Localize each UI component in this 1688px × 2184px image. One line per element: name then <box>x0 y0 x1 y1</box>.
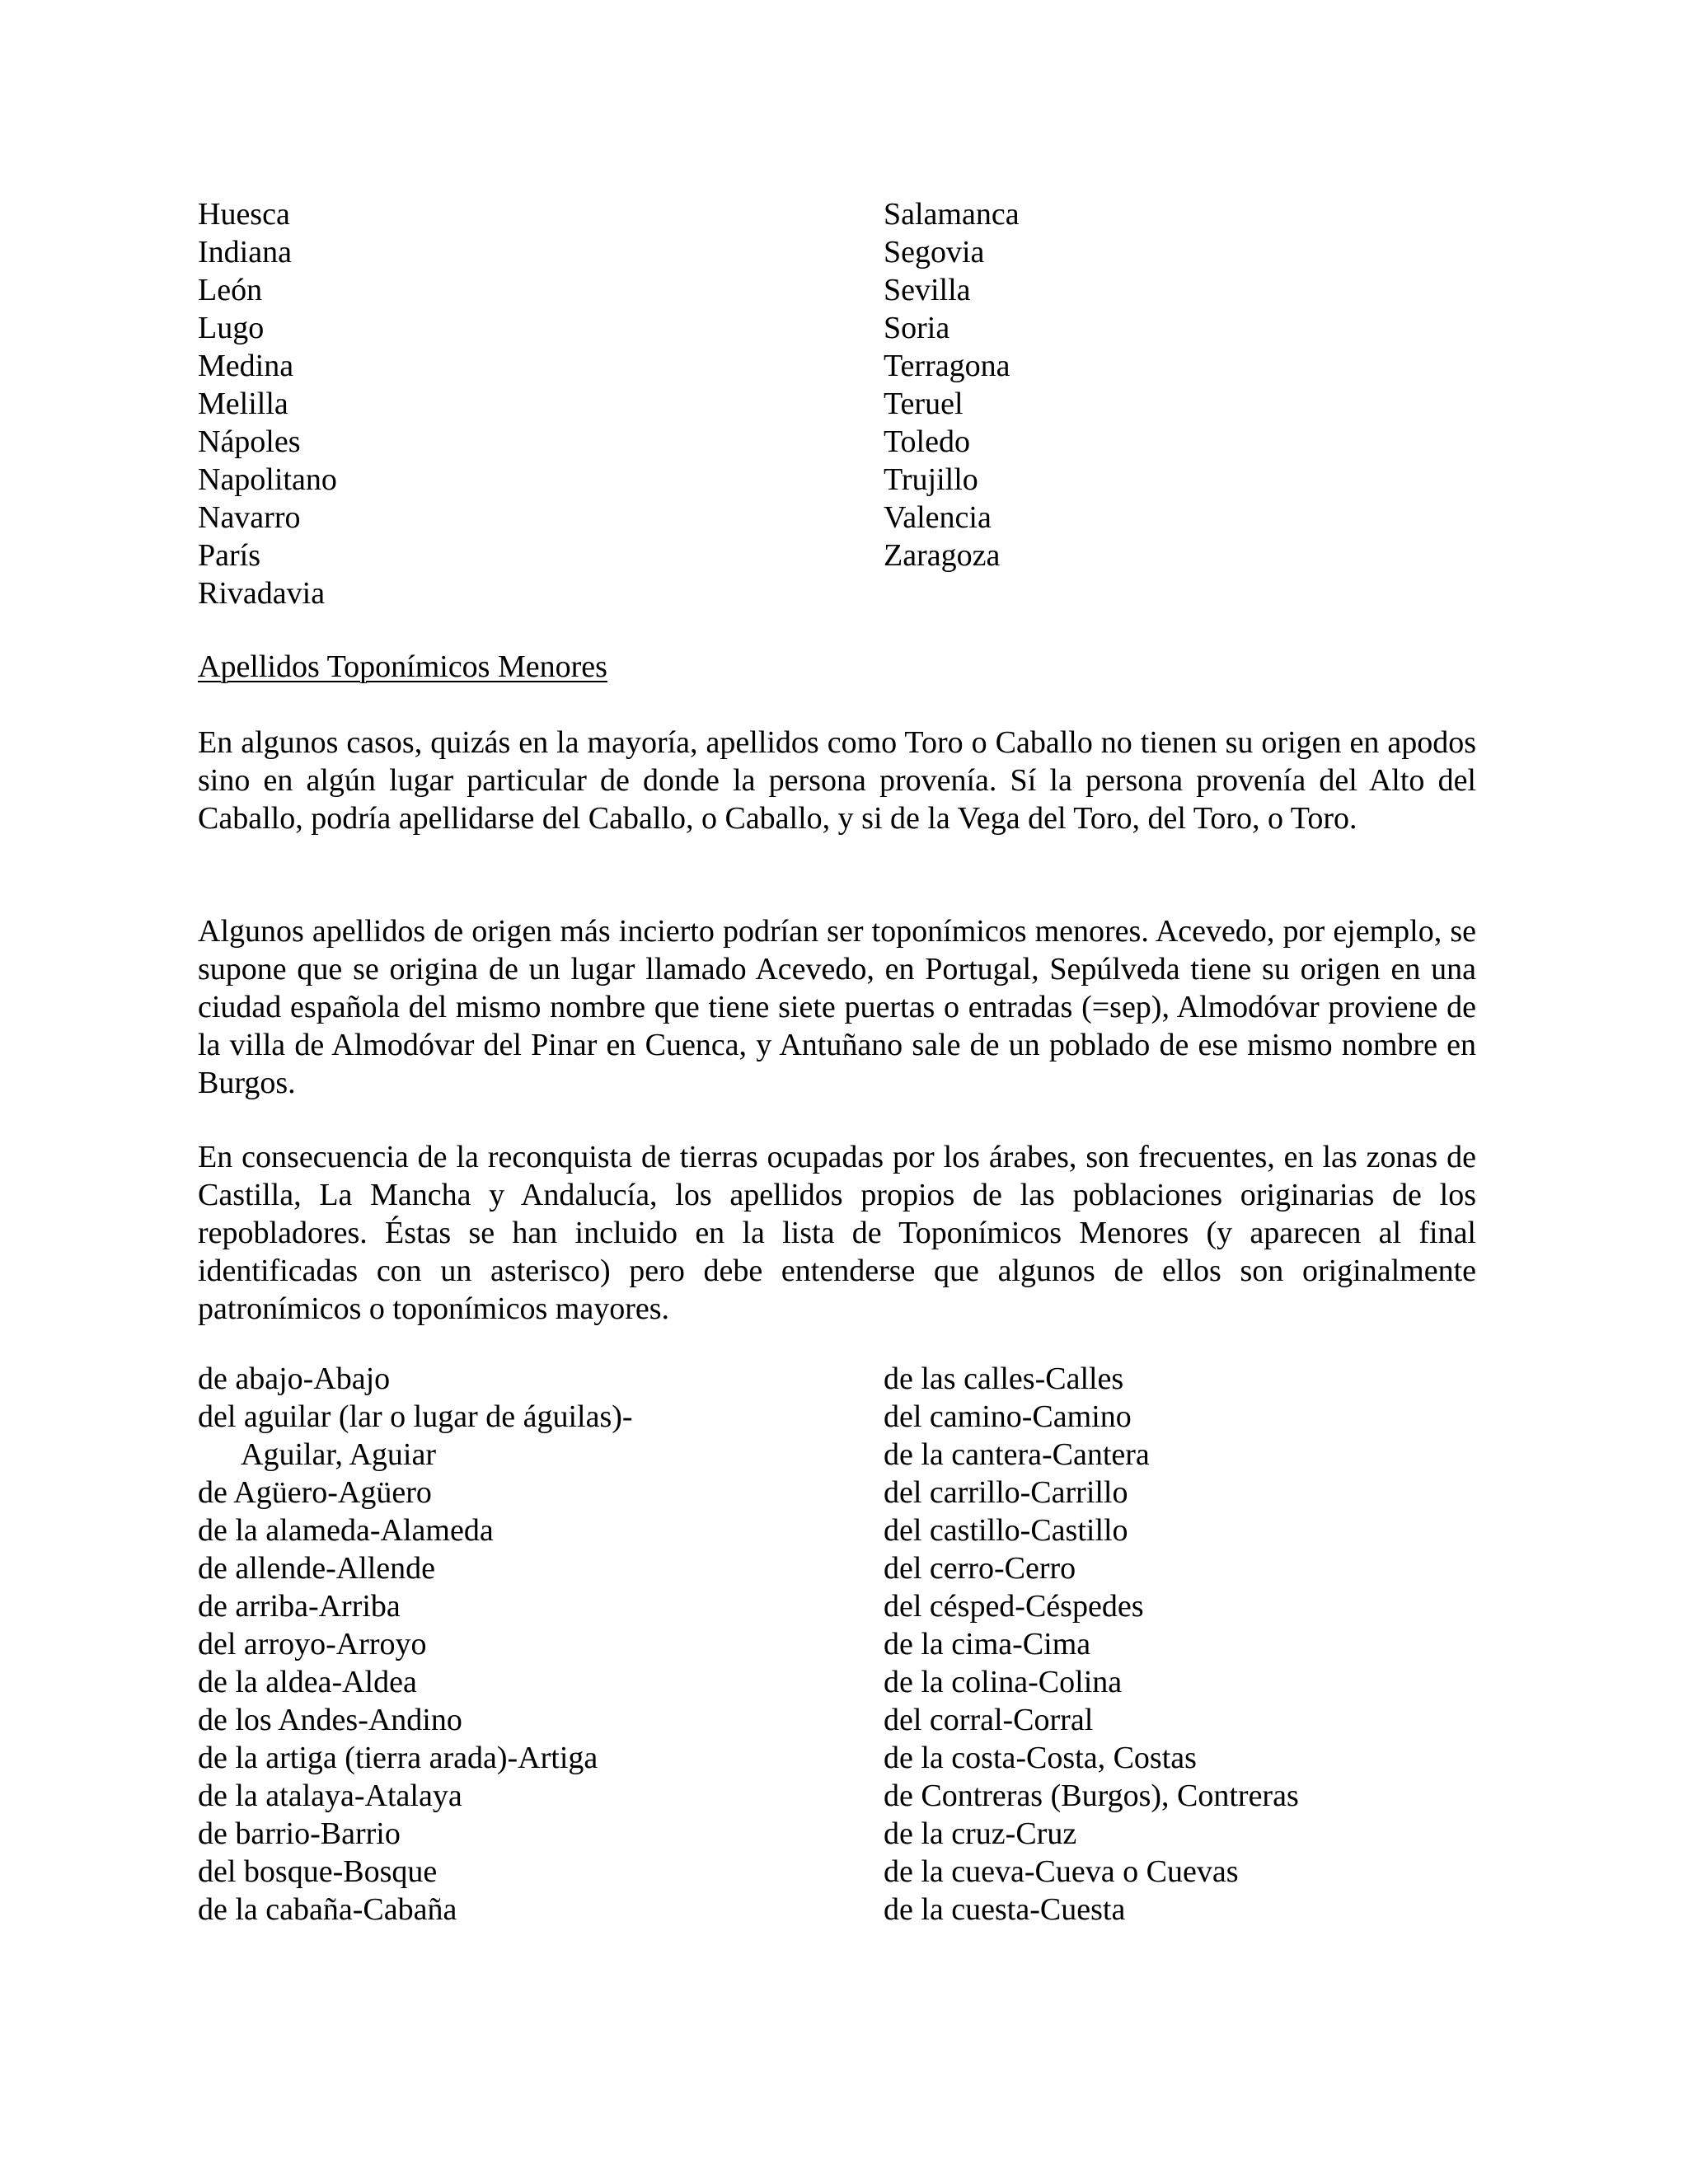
list-item: de las calles-Calles <box>884 1361 1124 1396</box>
list-item: París <box>198 538 260 573</box>
list-item: de la cruz-Cruz <box>884 1816 1077 1851</box>
toponym-column-right <box>884 1360 1484 1929</box>
list-item: Toledo <box>884 424 970 459</box>
body-paragraph: Algunos apellidos de origen más incierto podrían ser toponímicos menores. Acevedo, por ejemplo, se supone que se origina de un lugar llamado Acevedo, en Portugal, Sepúlveda tiene su origen en una ciudad española del mismo nombre que tiene siete puertas o entradas (=sep), Almodóvar proviene de la villa de Almodóvar del Pinar en Cuenca, y Antuñano sale de un poblado de ese mismo nombre en Burgos. <box>198 914 1476 1100</box>
list-item: del camino-Camino <box>884 1399 1132 1434</box>
list-item: de la cueva-Cueva o Cuevas <box>884 1854 1239 1889</box>
list-item: Trujillo <box>884 462 978 497</box>
list-item: Sevilla <box>884 273 971 307</box>
list-item: Medina <box>198 349 294 383</box>
list-item: Napolitano <box>198 462 337 497</box>
list-item: del aguilar (lar o lugar de águilas)- <box>198 1399 633 1434</box>
list-item: de la cantera-Cantera <box>884 1437 1150 1472</box>
list-item: del césped-Céspedes <box>884 1589 1144 1624</box>
list-item: Segovia <box>884 235 985 269</box>
list-item: de la cima-Cima <box>884 1627 1091 1661</box>
list-item: de arriba-Arriba <box>198 1589 401 1624</box>
place-name-column-right <box>884 195 1484 574</box>
list-item: de la cuesta-Cuesta <box>884 1892 1126 1927</box>
list-item: Soria <box>884 311 950 345</box>
list-item: Melilla <box>198 387 288 421</box>
list-item: del castillo-Castillo <box>884 1513 1128 1548</box>
place-name-column-left <box>198 195 874 612</box>
list-item: del corral-Corral <box>884 1703 1094 1737</box>
body-paragraph: En algunos casos, quizás en la mayoría, apellidos como Toro o Caballo no tienen su origen en apodos sino en algún lugar particular de donde la persona provenía. Sí la persona provenía del Alto del Caballo, podría apellidarse del Caballo, o Caballo, y si de la Vega del Toro, del Toro, o Toro. <box>198 725 1476 836</box>
list-item: del carrillo-Carrillo <box>884 1475 1128 1510</box>
list-item: Aguilar, Aguiar <box>241 1437 436 1472</box>
list-item: del bosque-Bosque <box>198 1854 438 1889</box>
list-item: del cerro-Cerro <box>884 1551 1076 1586</box>
toponym-list <box>198 1360 1484 1937</box>
list-item: de la alameda-Alameda <box>198 1513 494 1548</box>
list-item: Rivadavia <box>198 576 326 611</box>
list-item: de la costa-Costa, Costas <box>884 1741 1197 1775</box>
list-item: de Contreras (Burgos), Contreras <box>884 1779 1299 1813</box>
toponym-column-left <box>198 1360 874 1929</box>
list-item: de barrio-Barrio <box>198 1816 401 1851</box>
list-item: de Agüero-Agüero <box>198 1475 432 1510</box>
list-item: Zaragoza <box>884 538 1001 573</box>
section-heading: Apellidos Toponímicos Menores <box>198 649 607 684</box>
list-item: de abajo-Abajo <box>198 1361 391 1396</box>
list-item: Navarro <box>198 500 301 535</box>
list-item: de la artiga (tierra arada)-Artiga <box>198 1741 598 1775</box>
place-name-list <box>198 195 1484 616</box>
list-item: Terragona <box>884 349 1010 383</box>
list-item: Huesca <box>198 197 290 232</box>
list-item: de allende-Allende <box>198 1551 436 1586</box>
list-item: Lugo <box>198 311 265 345</box>
list-item: de la cabaña-Cabaña <box>198 1892 457 1927</box>
list-item: de la aldea-Aldea <box>198 1665 417 1699</box>
list-item: del arroyo-Arroyo <box>198 1627 427 1661</box>
list-item: de los Andes-Andino <box>198 1703 462 1737</box>
list-item: Nápoles <box>198 424 301 459</box>
list-item: de la atalaya-Atalaya <box>198 1779 462 1813</box>
body-paragraph: En consecuencia de la reconquista de tierras ocupadas por los árabes, son frecuentes, en las zonas de Castilla, La Mancha y Andalucía, los apellidos propios de las poblaciones originarias de los repobladores. Éstas se han incluido en la lista de Toponímicos Menores (y aparecen al final identificadas con un asterisco) pero debe entenderse que algunos de ellos son originalmente patronímicos o toponímicos mayores. <box>198 1140 1476 1326</box>
list-item: de la colina-Colina <box>884 1665 1123 1699</box>
list-item: Salamanca <box>884 197 1020 232</box>
list-item: Indiana <box>198 235 292 269</box>
list-item: Valencia <box>884 500 992 535</box>
list-item: Teruel <box>884 387 964 421</box>
list-item: León <box>198 273 263 307</box>
